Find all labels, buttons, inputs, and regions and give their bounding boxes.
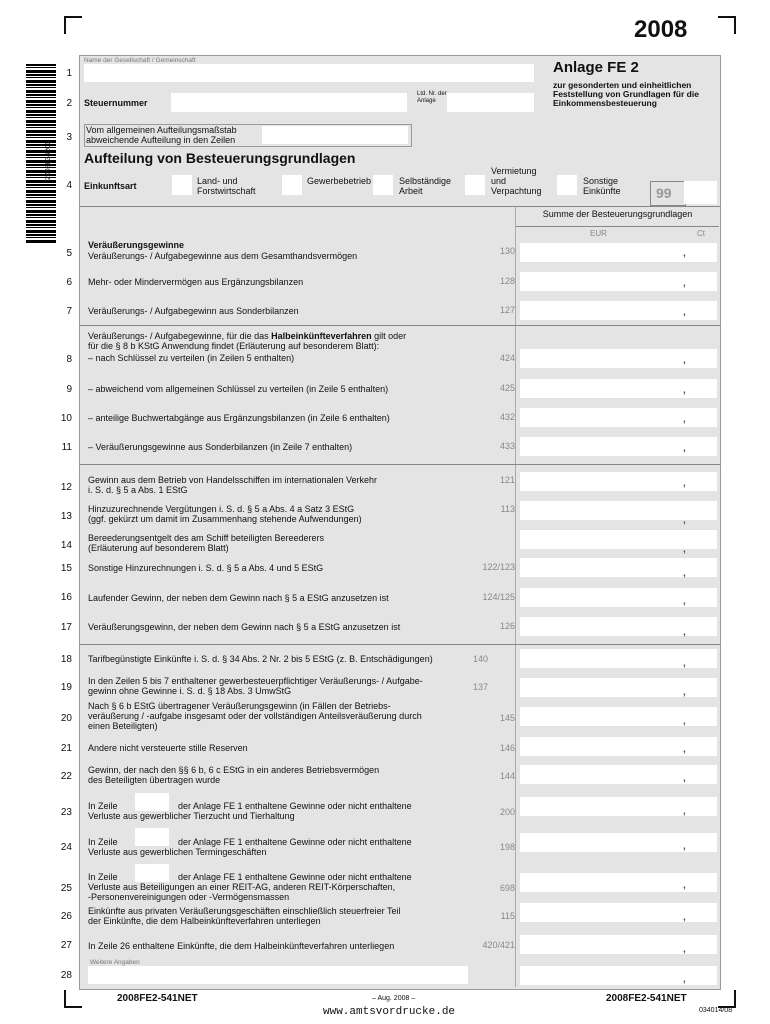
line-number-5: 5 <box>66 248 72 259</box>
row8-amount-input[interactable] <box>520 349 717 368</box>
sum-header: Summe der Besteuerungsgrundlagen <box>542 209 693 219</box>
row11-comma: , <box>683 443 686 454</box>
row20-text-2: veräußerung / -aufgabe insgesamt oder der vollständigen Anteilsveräußerung durch <box>88 711 422 721</box>
income-type-3: Selbständige Arbeit <box>399 176 452 196</box>
row12-comma: , <box>683 478 686 489</box>
row18-text: Tarifbegünstigte Einkünfte i. S. d. § 34 Abs. 2 Nr. 2 bis 5 EStG (z. B. Entschädigungen) <box>88 654 433 664</box>
line-number-8: 8 <box>66 354 72 365</box>
corner-mark-top-left <box>64 16 82 34</box>
row14-comma: , <box>683 544 686 555</box>
row22-code: 144 <box>499 771 515 781</box>
checkbox-selbstaendige-arbeit[interactable] <box>373 175 393 195</box>
form-subtitle: zur gesonderten und einheitlichen Feststellung von Grundlagen für die Einkommensbesteuerung <box>553 80 699 108</box>
line-number-23: 23 <box>60 807 72 818</box>
row21-text: Andere nicht versteuerte stille Reserven <box>88 743 248 753</box>
row10-text: – anteilige Buchwertabgänge aus Ergänzungsbilanzen (in Zeile 6 enthalten) <box>88 413 390 423</box>
row15-comma: , <box>683 568 686 579</box>
row7-text: Veräußerungs- / Aufgabegewinn aus Sonderbilanzen <box>88 306 299 316</box>
line-number-12: 12 <box>60 482 72 493</box>
line-number-24: 24 <box>60 842 72 853</box>
row22-text-2: des Beteiligten übertragen wurde <box>88 775 221 785</box>
tax-number-label: Steuernummer <box>84 98 148 108</box>
row11-text: – Veräußerungsgewinne aus Sonderbilanzen (in Zeile 7 enthalten) <box>88 442 353 452</box>
row8-intro: Veräußerungs- / Aufgabegewinne, für die das Halbeinkünfteverfahren gilt oder <box>88 331 407 341</box>
footer-form-id-left: 2008FE2-541NET <box>117 993 198 1004</box>
company-name-label: Name der Gesellschaft / Gemeinschaft <box>84 57 196 64</box>
row9-code: 425 <box>499 383 515 393</box>
row6-text: Mehr- oder Mindervermögen aus Ergänzungsbilanzen <box>88 277 304 287</box>
row13-text: Hinzuzurechnende Vergütungen i. S. d. § 5 a Abs. 4 a Satz 3 EStG <box>88 504 355 514</box>
further-info-input[interactable] <box>88 966 468 984</box>
form-title: Anlage FE 2 <box>553 59 639 76</box>
row19-comma: , <box>683 687 686 698</box>
divider-section-3 <box>79 644 721 645</box>
amount-column-divider <box>515 207 516 987</box>
line-number-1: 1 <box>66 68 72 79</box>
checkbox-sonstige-einkuenfte[interactable] <box>557 175 577 195</box>
footer-form-id-right: 2008FE2-541NET <box>606 993 687 1004</box>
line-number-9: 9 <box>66 384 72 395</box>
ltd-nr-input[interactable] <box>447 93 534 112</box>
divider-section-2 <box>79 464 721 465</box>
further-info-label: Weitere Angaben <box>90 959 140 966</box>
row10-amount-input[interactable] <box>520 408 717 427</box>
row20-comma: , <box>683 716 686 727</box>
row11-amount-input[interactable] <box>520 437 717 456</box>
row5-comma: , <box>683 248 686 259</box>
divider-section-1 <box>79 325 721 326</box>
row7-comma: , <box>683 307 686 318</box>
barcode-number: 2008034201 <box>45 141 52 180</box>
row23-text-2: Verluste aus gewerblicher Tierzucht und Tierhaltung <box>88 811 295 821</box>
row24-in-zeile: In Zeile <box>88 837 118 847</box>
row6-code: 128 <box>499 276 515 286</box>
row24-text: der Anlage FE 1 enthaltene Gewinne oder nicht enthaltene <box>178 837 412 847</box>
row13-comma: , <box>683 515 686 526</box>
row9-amount-input[interactable] <box>520 379 717 398</box>
line-number-16: 16 <box>60 592 72 603</box>
row23-amount-input[interactable] <box>520 797 717 816</box>
row15-text: Sonstige Hinzurechnungen i. S. d. § 5 a Abs. 4 und 5 EStG <box>88 563 324 573</box>
row25-amount-input[interactable] <box>520 873 717 892</box>
checkbox-land-forstwirtschaft[interactable] <box>172 175 192 195</box>
row8-intro-2: für die § 8 b KStG Anwendung findet (Erläuterung auf besonderem Blatt): <box>88 341 380 351</box>
row26-text: Einkünfte aus privaten Veräußerungsgeschäften einschließlich steuerfreier Teil <box>88 906 401 916</box>
row10-code: 432 <box>499 412 515 422</box>
row24-amount-input[interactable] <box>520 833 717 852</box>
line-number-20: 20 <box>60 713 72 724</box>
income-type-1: Land- und Forstwirtschaft <box>197 176 256 196</box>
row18-code: 140 <box>472 654 488 664</box>
row19-amount-input[interactable] <box>520 678 717 697</box>
line-number-28: 28 <box>60 970 72 981</box>
corner-mark-top-right <box>718 16 736 34</box>
line-number-21: 21 <box>60 743 72 754</box>
corner-mark-bottom-left <box>64 990 82 1008</box>
row22-text: Gewinn, der nach den §§ 6 b, 6 c EStG in ein anderes Betriebsvermögen <box>88 765 380 775</box>
line-number-2: 2 <box>66 98 72 109</box>
form-year: 2008 <box>634 16 688 43</box>
row8-comma: , <box>683 355 686 366</box>
row12-text-2: i. S. d. § 5 a Abs. 1 EStG <box>88 485 188 495</box>
row12-amount-input[interactable] <box>520 472 717 491</box>
line-number-6: 6 <box>66 277 72 288</box>
row8-code: 424 <box>499 353 515 363</box>
footer-code: 034014/08 <box>699 1007 733 1014</box>
row28-comma: , <box>683 974 686 985</box>
row18-amount-input[interactable] <box>520 649 717 668</box>
line-number-18: 18 <box>60 654 72 665</box>
row11-code: 433 <box>499 441 515 451</box>
row19-text-2: gewinn ohne Gewinne i. S. d. § 18 Abs. 3 UmwStG <box>88 686 292 696</box>
row12-code: 121 <box>499 475 515 485</box>
code-99: 99 <box>656 185 672 201</box>
row23-comma: , <box>683 806 686 817</box>
row16-amount-input[interactable] <box>520 588 717 607</box>
line-number-14: 14 <box>60 540 72 551</box>
row14-amount-input[interactable] <box>520 530 717 549</box>
row21-amount-input[interactable] <box>520 737 717 756</box>
income-type-5: Sonstige Einkünfte <box>583 176 621 196</box>
footer-website[interactable]: www.amtsvordrucke.de <box>323 1006 456 1018</box>
row27-code: 420/421 <box>482 940 515 950</box>
line-number-4: 4 <box>66 180 72 191</box>
line-number-10: 10 <box>60 413 72 424</box>
row20-text: Nach § 6 b EStG übertragener Veräußerungsgewinn (in Fällen der Betriebs- <box>88 701 391 711</box>
row25-code: 698 <box>499 883 515 893</box>
corner-mark-bottom-right <box>718 990 736 1008</box>
section-title: Aufteilung von Besteuerungsgrundlagen <box>84 150 356 166</box>
code-99-input[interactable] <box>684 181 717 204</box>
footer-date: – Aug. 2008 – <box>372 995 416 1002</box>
row28-amount-input[interactable] <box>520 966 717 985</box>
row23-in-zeile: In Zeile <box>88 801 118 811</box>
row24-comma: , <box>683 841 686 852</box>
line-number-15: 15 <box>60 563 72 574</box>
row10-comma: , <box>683 414 686 425</box>
row25-in-zeile: In Zeile <box>88 872 118 882</box>
row9-comma: , <box>683 385 686 396</box>
line-number-7: 7 <box>66 306 72 317</box>
row5-text: Veräußerungs- / Aufgabegewinne aus dem Gesamthandsvermögen <box>88 251 358 261</box>
row25-text-3: -Personenvereinigungen oder -Vermögensmassen <box>88 892 290 902</box>
row25-text-2: Verluste aus Beteiligungen an einer REIT-AG, anderen REIT-Körperschaften, <box>88 882 396 892</box>
row21-comma: , <box>683 744 686 755</box>
row17-code: 126 <box>499 621 515 631</box>
line-number-27: 27 <box>60 940 72 951</box>
row23-line-input[interactable] <box>135 793 169 811</box>
row24-line-input[interactable] <box>135 828 169 846</box>
row19-text: In den Zeilen 5 bis 7 enthaltener gewerbesteuerpflichtiger Veräußerungs- / Aufgabe- <box>88 676 423 686</box>
tax-number-input[interactable] <box>171 93 407 112</box>
line-number-26: 26 <box>60 911 72 922</box>
row5-code: 130 <box>499 246 515 256</box>
row23-text: der Anlage FE 1 enthaltene Gewinne oder nicht enthaltene <box>178 801 412 811</box>
row20-amount-input[interactable] <box>520 707 717 726</box>
row14-text-2: (Erläuterung auf besonderem Blatt) <box>88 543 229 553</box>
ltd-nr-label: Ltd. Nr. der Anlage <box>417 91 447 104</box>
row15-amount-input[interactable] <box>520 558 717 577</box>
allocation-label: Vom allgemeinen Aufteilungsmaßstab abweichende Aufteilung in den Zeilen <box>86 125 237 145</box>
row9-text: – abweichend vom allgemeinen Schlüssel zu verteilen (in Zeile 5 enthalten) <box>88 384 389 394</box>
row16-code: 124/125 <box>482 592 515 602</box>
row13-amount-input[interactable] <box>520 501 717 520</box>
row13-text-2: (ggf. gekürzt um damit im Zusammenhang stehende Aufwendungen) <box>88 514 362 524</box>
row27-text: In Zeile 26 enthaltene Einkünfte, die dem Halbeinkünfteverfahren unterliegen <box>88 941 395 951</box>
row19-code: 137 <box>472 682 488 692</box>
row6-comma: , <box>683 278 686 289</box>
row17-text: Veräußerungsgewinn, der neben dem Gewinn nach § 5 a EStG anzusetzen ist <box>88 622 401 632</box>
row13-code: 113 <box>500 504 515 514</box>
line-number-11: 11 <box>61 442 72 453</box>
row25-text: der Anlage FE 1 enthaltene Gewinne oder nicht enthaltene <box>178 872 412 882</box>
row26-text-2: der Einkünfte, die dem Halbeinkünfteverfahren unterliegen <box>88 916 321 926</box>
line-number-19: 19 <box>60 682 72 693</box>
row27-comma: , <box>683 944 686 955</box>
row17-amount-input[interactable] <box>520 617 717 636</box>
row16-text: Laufender Gewinn, der neben dem Gewinn nach § 5 a EStG anzusetzen ist <box>88 593 389 603</box>
row26-amount-input[interactable] <box>520 903 717 922</box>
row8-text: – nach Schlüssel zu verteilen (in Zeilen 5 enthalten) <box>88 353 295 363</box>
row26-comma: , <box>683 912 686 923</box>
income-type-2: Gewerbebetrieb <box>307 176 372 186</box>
ct-label: Ct <box>697 229 705 238</box>
row17-comma: , <box>683 627 686 638</box>
row22-comma: , <box>683 773 686 784</box>
row15-code: 122/123 <box>482 562 515 572</box>
line-number-25: 25 <box>60 883 72 894</box>
row7-code: 127 <box>499 305 515 315</box>
line-number-13: 13 <box>60 511 72 522</box>
row26-code: 115 <box>500 911 515 921</box>
row20-code: 145 <box>499 713 515 723</box>
row20-text-3: einen Beteiligten) <box>88 721 158 731</box>
row5-heading: Veräußerungsgewinne <box>88 240 185 250</box>
checkbox-gewerbebetrieb[interactable] <box>282 175 302 195</box>
row22-amount-input[interactable] <box>520 765 717 784</box>
company-name-input[interactable] <box>84 64 534 82</box>
row21-code: 146 <box>499 743 515 753</box>
row23-code: 200 <box>499 807 515 817</box>
row24-text-2: Verluste aus gewerblichen Termingeschäften <box>88 847 267 857</box>
row7-amount-input[interactable] <box>520 301 717 320</box>
row12-text: Gewinn aus dem Betrieb von Handelsschiffen im internationalen Verkehr <box>88 475 377 485</box>
row25-line-input[interactable] <box>135 864 169 882</box>
row18-comma: , <box>683 658 686 669</box>
line-number-3: 3 <box>66 132 72 143</box>
row24-code: 198 <box>499 842 515 852</box>
row14-text: Bereederungsentgelt des am Schiff beteiligten Bereederers <box>88 533 324 543</box>
row6-amount-input[interactable] <box>520 272 717 291</box>
allocation-lines-input[interactable] <box>262 126 408 144</box>
eur-label: EUR <box>590 229 607 238</box>
row25-comma: , <box>683 880 686 891</box>
line-number-17: 17 <box>60 622 72 633</box>
line-number-22: 22 <box>60 771 72 782</box>
income-type-4: Vermietung und Verpachtung <box>491 166 542 196</box>
row5-amount-input[interactable] <box>520 243 717 262</box>
income-type-label: Einkunftsart <box>84 181 137 191</box>
row16-comma: , <box>683 596 686 607</box>
checkbox-vermietung-verpachtung[interactable] <box>465 175 485 195</box>
row27-amount-input[interactable] <box>520 935 717 954</box>
